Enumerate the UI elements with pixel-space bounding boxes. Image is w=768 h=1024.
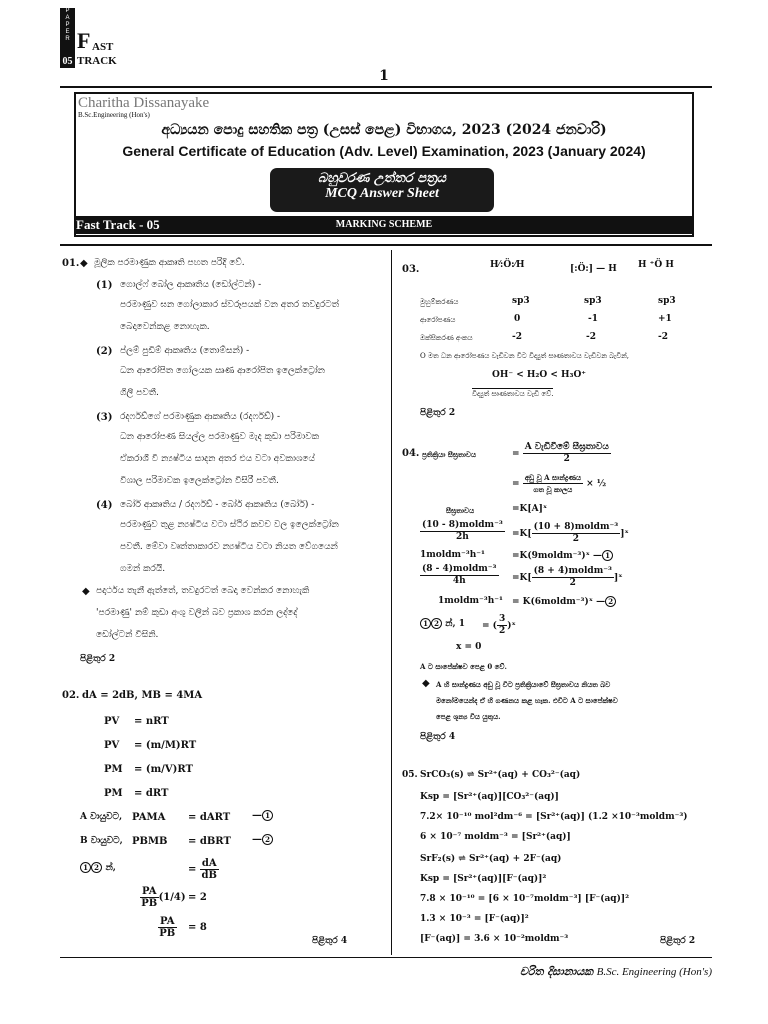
q5-line: 6 × 10⁻⁷ moldm⁻³ = [Sr²⁺(aq)] <box>420 832 571 842</box>
eq1-rhs-num: (10 + 8)moldm⁻³ <box>533 522 619 532</box>
item-text: විශාල පරිමාවක ඉලෙක්ට්‍රෝන විසිරී පවතී. <box>120 476 279 486</box>
item-heading: බෝර් ආකෘතිය / රදර්ෆඩ් - බෝර් ආකෘතිය (බෝර්) - <box>120 500 315 510</box>
rate-def-denominator: 2 <box>563 454 570 464</box>
rate-def2-denominator: ගත වූ කාලය <box>533 485 573 494</box>
question-03 <box>402 258 707 428</box>
question-number: 01. <box>62 258 80 269</box>
eq-rhs: = dRT <box>134 788 169 799</box>
question-number: 05. <box>402 770 418 780</box>
cell: sp3 <box>584 296 602 306</box>
q3-answer: පිළිතුර 2 <box>420 408 456 418</box>
logo-letter: P <box>65 8 70 14</box>
exam-title-english: General Certificate of Education (Adv. Level) Examination, 2023 (January 2024) <box>122 143 646 159</box>
ratio-num: 3 <box>498 614 506 624</box>
item-heading: ප්ලම් පුඩිම් ආකෘතිය (තොම්සන්) - <box>120 346 250 356</box>
x-value: x = 0 <box>456 642 482 652</box>
question-number: 04. <box>402 448 420 459</box>
ratio-final-lhs: $\frac{PA}{PB}$ <box>159 916 176 939</box>
gas-b-rhs: = dBRT <box>188 836 231 847</box>
logo-letter: P <box>65 22 70 28</box>
item-text: ඒකරාශී වී න්‍යෂ්ටිය සාදන අතර එය වටා අවකාශයේ <box>120 454 315 464</box>
logo-fast-f: F <box>77 28 91 53</box>
eq-lhs: PV <box>104 740 120 751</box>
mcq-title-english: MCQ Answer Sheet <box>325 186 439 201</box>
mcq-answer-sheet-badge <box>270 168 494 212</box>
q5-equilibrium-2: SrF₂(s) ⇌ Sr²⁺(aq) + 2F⁻(aq) <box>420 854 562 864</box>
item-text: ගමන් කරයි. <box>120 564 166 574</box>
eq1b-rhs: =K(9moldm⁻³)ˣ <box>512 551 590 561</box>
question-number: 02. <box>62 690 80 701</box>
eq-lhs: PM <box>104 764 123 775</box>
marking-scheme-label: MARKING SCHEME <box>335 219 433 230</box>
q5-line: 1.3 × 10⁻³ = [F⁻(aq)]² <box>420 914 529 924</box>
gas-a-rhs: = dART <box>188 812 231 823</box>
logo-letter: A <box>65 15 70 21</box>
q5-line: Ksp = [Sr²⁺(aq)][F⁻(aq)]² <box>420 874 547 884</box>
row-label: මුහුම්කරණය <box>420 298 459 306</box>
eq1-num: (10 - 8)moldm⁻³ <box>422 520 503 530</box>
item-number: (2) <box>96 346 113 357</box>
question-number: 03. <box>402 264 420 275</box>
eq2 <box>420 564 499 587</box>
eq1 <box>420 520 505 543</box>
bullet-icon: ◆ <box>422 678 430 689</box>
bullet-icon: ◆ <box>80 258 88 269</box>
q2-answer: පිළිතුර 4 <box>312 936 348 946</box>
item-number: (4) <box>96 500 113 511</box>
q3-order: OH⁻ < H₂O < H₃O⁺ <box>492 370 587 380</box>
ratio-label: න්, <box>105 863 116 873</box>
footer-rule <box>60 957 712 958</box>
eq1-rhs-den: 2 <box>572 534 580 544</box>
rate-law-label: සීඝ්‍රතාවය <box>446 506 475 515</box>
cell: -2 <box>512 332 522 342</box>
footer-name: චරිත දිසානායක <box>519 965 594 978</box>
q4-answer: පිළිතුර 4 <box>420 732 456 742</box>
q3-order-caption: විද්‍යුත් සෘණතාවය වැඩි වේ. <box>472 390 554 398</box>
eq1-rhs: =K[ $\frac{\text{(10 + 8)moldm⁻³}}{2}$ ]ˣ <box>512 522 629 544</box>
exam-title-sinhala: අධ්‍යයන පොදු සහතික පත්‍ර (උසස් පෙළ) විභාගය, 2023 (2024 ජනවාරි) <box>161 122 607 138</box>
ratio-lhs: න්, 1 <box>445 619 465 629</box>
q1-note: පදාර්ථය තැනී ඇත්තේ, තවදුරටත් බෙදා වෙන්කර නොහැකි <box>96 586 310 596</box>
logo-fast-rest: AST <box>92 41 114 53</box>
q5-answer: පිළිතුර 2 <box>660 936 696 946</box>
q5-line: [F⁻(aq)] = 3.6 × 10⁻²moldm⁻³ <box>420 934 569 944</box>
cell: sp3 <box>658 296 676 306</box>
ratio-row: 1 2 න්, 1 <box>420 618 465 629</box>
ratio-pressure: $\frac{PA}{PB}$ (1/4) <box>141 886 186 909</box>
eq-rhs: = (m/V)RT <box>134 764 193 775</box>
equation-marker-2: — 2 <box>252 834 273 845</box>
logo-letter: E <box>65 29 70 35</box>
page-number: 1 <box>379 68 389 84</box>
gas-a-expr: PAMA <box>132 812 166 823</box>
ratio-final-value: = 8 <box>188 922 207 933</box>
logo-letter: R <box>65 36 70 42</box>
q4-note: A හි සාන්ද්‍රණය අඩු වූ විට ප්‍රතික්‍රියාවේ සීඝ්‍රතාවය නියත බව <box>436 680 611 689</box>
row-label: ඔක්සිකරණ අංකය <box>420 334 473 342</box>
q5-line: 7.2× 10⁻¹⁰ mol²dm⁻⁶ = [Sr²⁺(aq)] (1.2 ×10⁻³moldm⁻³) <box>420 812 688 822</box>
author-degree: B.Sc.Engineering (Hon's) <box>78 111 150 119</box>
item-text: ගිලී පවතී. <box>120 388 159 398</box>
cell: -2 <box>586 332 596 342</box>
page-rule <box>60 86 712 88</box>
item-text: ධන ආරෝපණ සියල්ල පරමාණුව මැද කුඩා පරිමාවක <box>120 432 320 442</box>
question-02 <box>62 690 387 950</box>
eq2-rhs-num: (8 + 4)moldm⁻³ <box>533 566 612 576</box>
eq1-den: 2h <box>455 532 469 542</box>
equation-marker-1: — 1 <box>252 810 273 821</box>
footer-signature <box>520 965 712 979</box>
item-number: (3) <box>96 412 113 423</box>
rate-law: =K[A]ˣ <box>512 504 548 514</box>
q3-note: O මත ධන ආරෝපණය වැඩිවන විට විද්‍යුත් සෘණතාවය වැඩිවන බැවින්, <box>420 352 630 360</box>
ratio-rhs: = ( $\frac{3}{2}$ )ˣ <box>482 614 516 636</box>
item-text: ධන ආරෝපිත ගෝලයක ඍණ ආරෝපිත ඉලෙක්ට්‍රෝන <box>120 366 325 376</box>
eq2-den: 4h <box>452 576 466 586</box>
q5-line: Ksp = [Sr²⁺(aq)][CO₃²⁻(aq)] <box>420 792 559 802</box>
molecule-water: [:Ö:] — H <box>570 264 617 274</box>
q1-answer: පිළිතුර 2 <box>80 654 116 664</box>
q2-given: dA = 2dB, MB = 4MA <box>82 690 203 701</box>
eq1b-rhs-wrap: =K(9moldm⁻³)ˣ — 1 <box>512 550 613 561</box>
eq-lhs: PV <box>104 716 120 727</box>
eq2-rhs: =K[ $\frac{\text{(8 + 4)moldm⁻³}}{2}$ ]ˣ <box>512 566 623 588</box>
rate-def2-numerator: අඩු වූ A සාන්ද්‍රණය <box>524 473 581 482</box>
row-label: ආරෝපණය <box>420 316 456 324</box>
item-text: පවතී. මේවා වෘත්තාකාරව න්‍යෂ්ටිය වටා නියත වේගයෙන් <box>120 542 338 552</box>
author-name: Charitha Dissanayake <box>78 95 210 111</box>
eq1b-lhs: 1moldm⁻³h⁻¹ <box>420 550 485 560</box>
q4-note: පෙළ ශූන්‍ය විය යුතුය. <box>436 712 501 721</box>
eq2b-lhs: 1moldm⁻³h⁻¹ <box>438 596 503 606</box>
item-heading: රදර්ෆඩ්ගේ පරමාණුක ආකෘතිය (රදර්ෆඩ්) - <box>120 412 281 422</box>
gas-b-expr: PBMB <box>132 836 168 847</box>
ratio-row: 1 2 න්, <box>80 862 116 873</box>
eq2-rhs-den: 2 <box>569 578 576 588</box>
item-number: (1) <box>96 280 113 291</box>
rate-definition: = $\frac{\text{A වැඩිවීමේ සීඝ්‍රතාවය}}{2}$ <box>512 442 609 464</box>
molecule-hydronium: H ⁺Ö H <box>638 260 674 270</box>
bullet-icon: ◆ <box>82 586 90 597</box>
q1-intro: මූලික පරමාණුක ආකෘති පහත පරිදි වේ. <box>94 258 245 268</box>
eq2-num: (8 - 4)moldm⁻³ <box>422 564 497 574</box>
item-heading: ගොල්ෆ් බෝල ආකෘතිය (ඩෝල්ටන්) - <box>120 280 262 290</box>
paper-series-label: Fast Track - 05 <box>76 217 160 232</box>
q1-note: 'පරමාණු' නම් කුඩා අංශු වලින් බව ප්‍රකාශ කරන ලද්දේ <box>96 608 298 618</box>
gas-a-label: A වායුවට, <box>80 812 123 822</box>
content-rule <box>60 244 712 246</box>
cell: sp3 <box>512 296 530 306</box>
question-04 <box>402 440 707 750</box>
rate-def-numerator: A වැඩිවීමේ සීඝ්‍රතාවය <box>524 442 609 452</box>
cell: 0 <box>514 314 521 324</box>
gas-b-label: B වායුවට, <box>80 836 123 846</box>
eq-lhs: PM <box>104 788 123 799</box>
eq2b-rhs: = K(6moldm⁻³)ˣ <box>512 597 594 607</box>
q5-equilibrium-1: SrCO₃(s) ⇌ Sr²⁺(aq) + CO₃²⁻(aq) <box>420 770 581 780</box>
rate-label: ප්‍රතික්‍රියා සීඝ්‍රතාවය <box>422 450 476 459</box>
item-text: බෙදාවෙන්කළ නොහැක. <box>120 322 210 332</box>
q4-note: මනෝමයෙන්ද ඒ හි ගණනය කළ හැක. එවිට A ට සාපේක්ෂව <box>436 696 618 705</box>
cell: +1 <box>658 314 672 324</box>
q1-note: ඩෝල්ටන් විසිනි. <box>96 630 159 640</box>
eq-rhs: = (m/M)RT <box>134 740 197 751</box>
cell: -2 <box>658 332 668 342</box>
eq2b-rhs-wrap: = K(6moldm⁻³)ˣ — 2 <box>512 596 616 607</box>
item-text: පරමාණුව තුළ න්‍යෂ්ටිය වටා ස්ථිර කවච වල ඉලෙක්ට්‍රෝන <box>120 520 339 530</box>
item-text: පරමාණුව ඝන ගෝලාකාර ස්වරූපයක් වන අතර තවදුරටත් <box>120 300 339 310</box>
ratio-den: 2 <box>498 626 506 636</box>
q4-conclusion: A ට සාපේක්ෂව පෙළ 0 වේ. <box>420 662 507 671</box>
eq-rhs: = nRT <box>134 716 169 727</box>
cell: -1 <box>588 314 598 324</box>
logo-number: 05 <box>60 56 75 68</box>
rate-definition-2: = $\frac{\text{අඩු වූ A සාන්ද්‍රණය}}{\text{ගත වූ කාලය}}$ × ½ <box>512 473 607 494</box>
column-divider <box>391 250 392 955</box>
header-band <box>74 216 694 234</box>
question-05 <box>402 766 712 951</box>
molecule-hydroxide: H⁄:Ö:⁄H <box>490 260 525 270</box>
footer-degree: B.Sc. Engineering (Hon's) <box>596 966 712 978</box>
ratio-rhs: = $\frac{dA}{dB}$ <box>188 858 217 881</box>
logo-track: TRACK <box>77 55 117 67</box>
mcq-title-sinhala: බහුවරණ උත්තර පත්‍රය <box>318 171 446 186</box>
ratio-value: = 2 <box>188 892 207 903</box>
q5-line: 7.8 × 10⁻¹⁰ = [6 × 10⁻⁷moldm⁻³] [F⁻(aq)]² <box>420 894 630 904</box>
